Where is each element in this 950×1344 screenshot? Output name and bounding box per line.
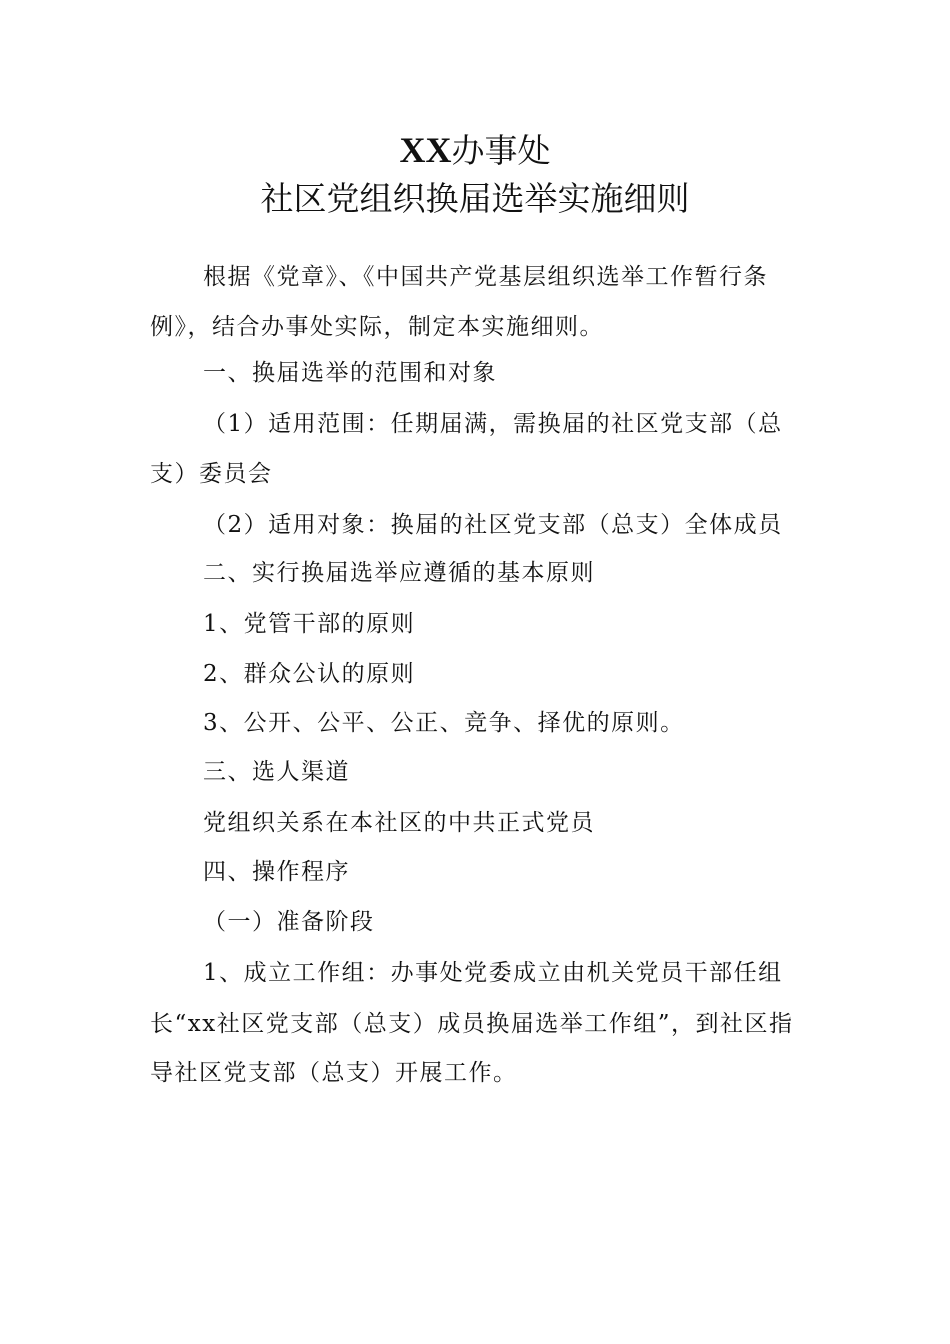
preparation-item-1-line-1: 1、成立工作组：办事处党委成立由机关党员干部任组 [203, 960, 783, 986]
paragraph-intro-line-1: 根据《党章》、《中国共产党基层组织选举工作暂行条 [203, 264, 768, 290]
section-heading-channels: 三、选人渠道 [203, 759, 350, 785]
preparation-item-1-line-2: 长“xx社区党支部（总支）成员换届选举工作组”，到社区指 [150, 1011, 794, 1037]
section-heading-scope: 一、换届选举的范围和对象 [203, 360, 497, 386]
subsection-heading-preparation: （一）准备阶段 [203, 909, 375, 935]
document-title-line-2: 社区党组织换届选举实施细则 [260, 179, 690, 218]
paragraph-intro-line-2: 例》，结合办事处实际，制定本实施细则。 [150, 314, 604, 340]
document-title-line-1 [0, 128, 950, 173]
section-heading-procedure: 四、操作程序 [203, 859, 350, 885]
title-prefix: XX [399, 130, 452, 170]
scope-item-1-line-2: 支）委员会 [150, 461, 273, 487]
principle-item-3: 3、公开、公平、公正、竞争、择优的原则。 [203, 710, 685, 736]
scope-item-2: （2）适用对象：换届的社区党支部（总支）全体成员 [203, 512, 783, 538]
scope-item-1-line-1: （1）适用范围：任期届满，需换届的社区党支部（总 [203, 411, 783, 437]
principle-item-2: 2、群众公认的原则 [203, 661, 416, 687]
principle-item-1: 1、党管干部的原则 [203, 611, 416, 637]
title-suffix: 办事处 [451, 131, 551, 170]
channels-text: 党组织关系在本社区的中共正式党员 [203, 810, 595, 836]
preparation-item-1-line-3: 导社区党支部（总支）开展工作。 [150, 1060, 518, 1086]
section-heading-principles: 二、实行换届选举应遵循的基本原则 [203, 560, 595, 586]
